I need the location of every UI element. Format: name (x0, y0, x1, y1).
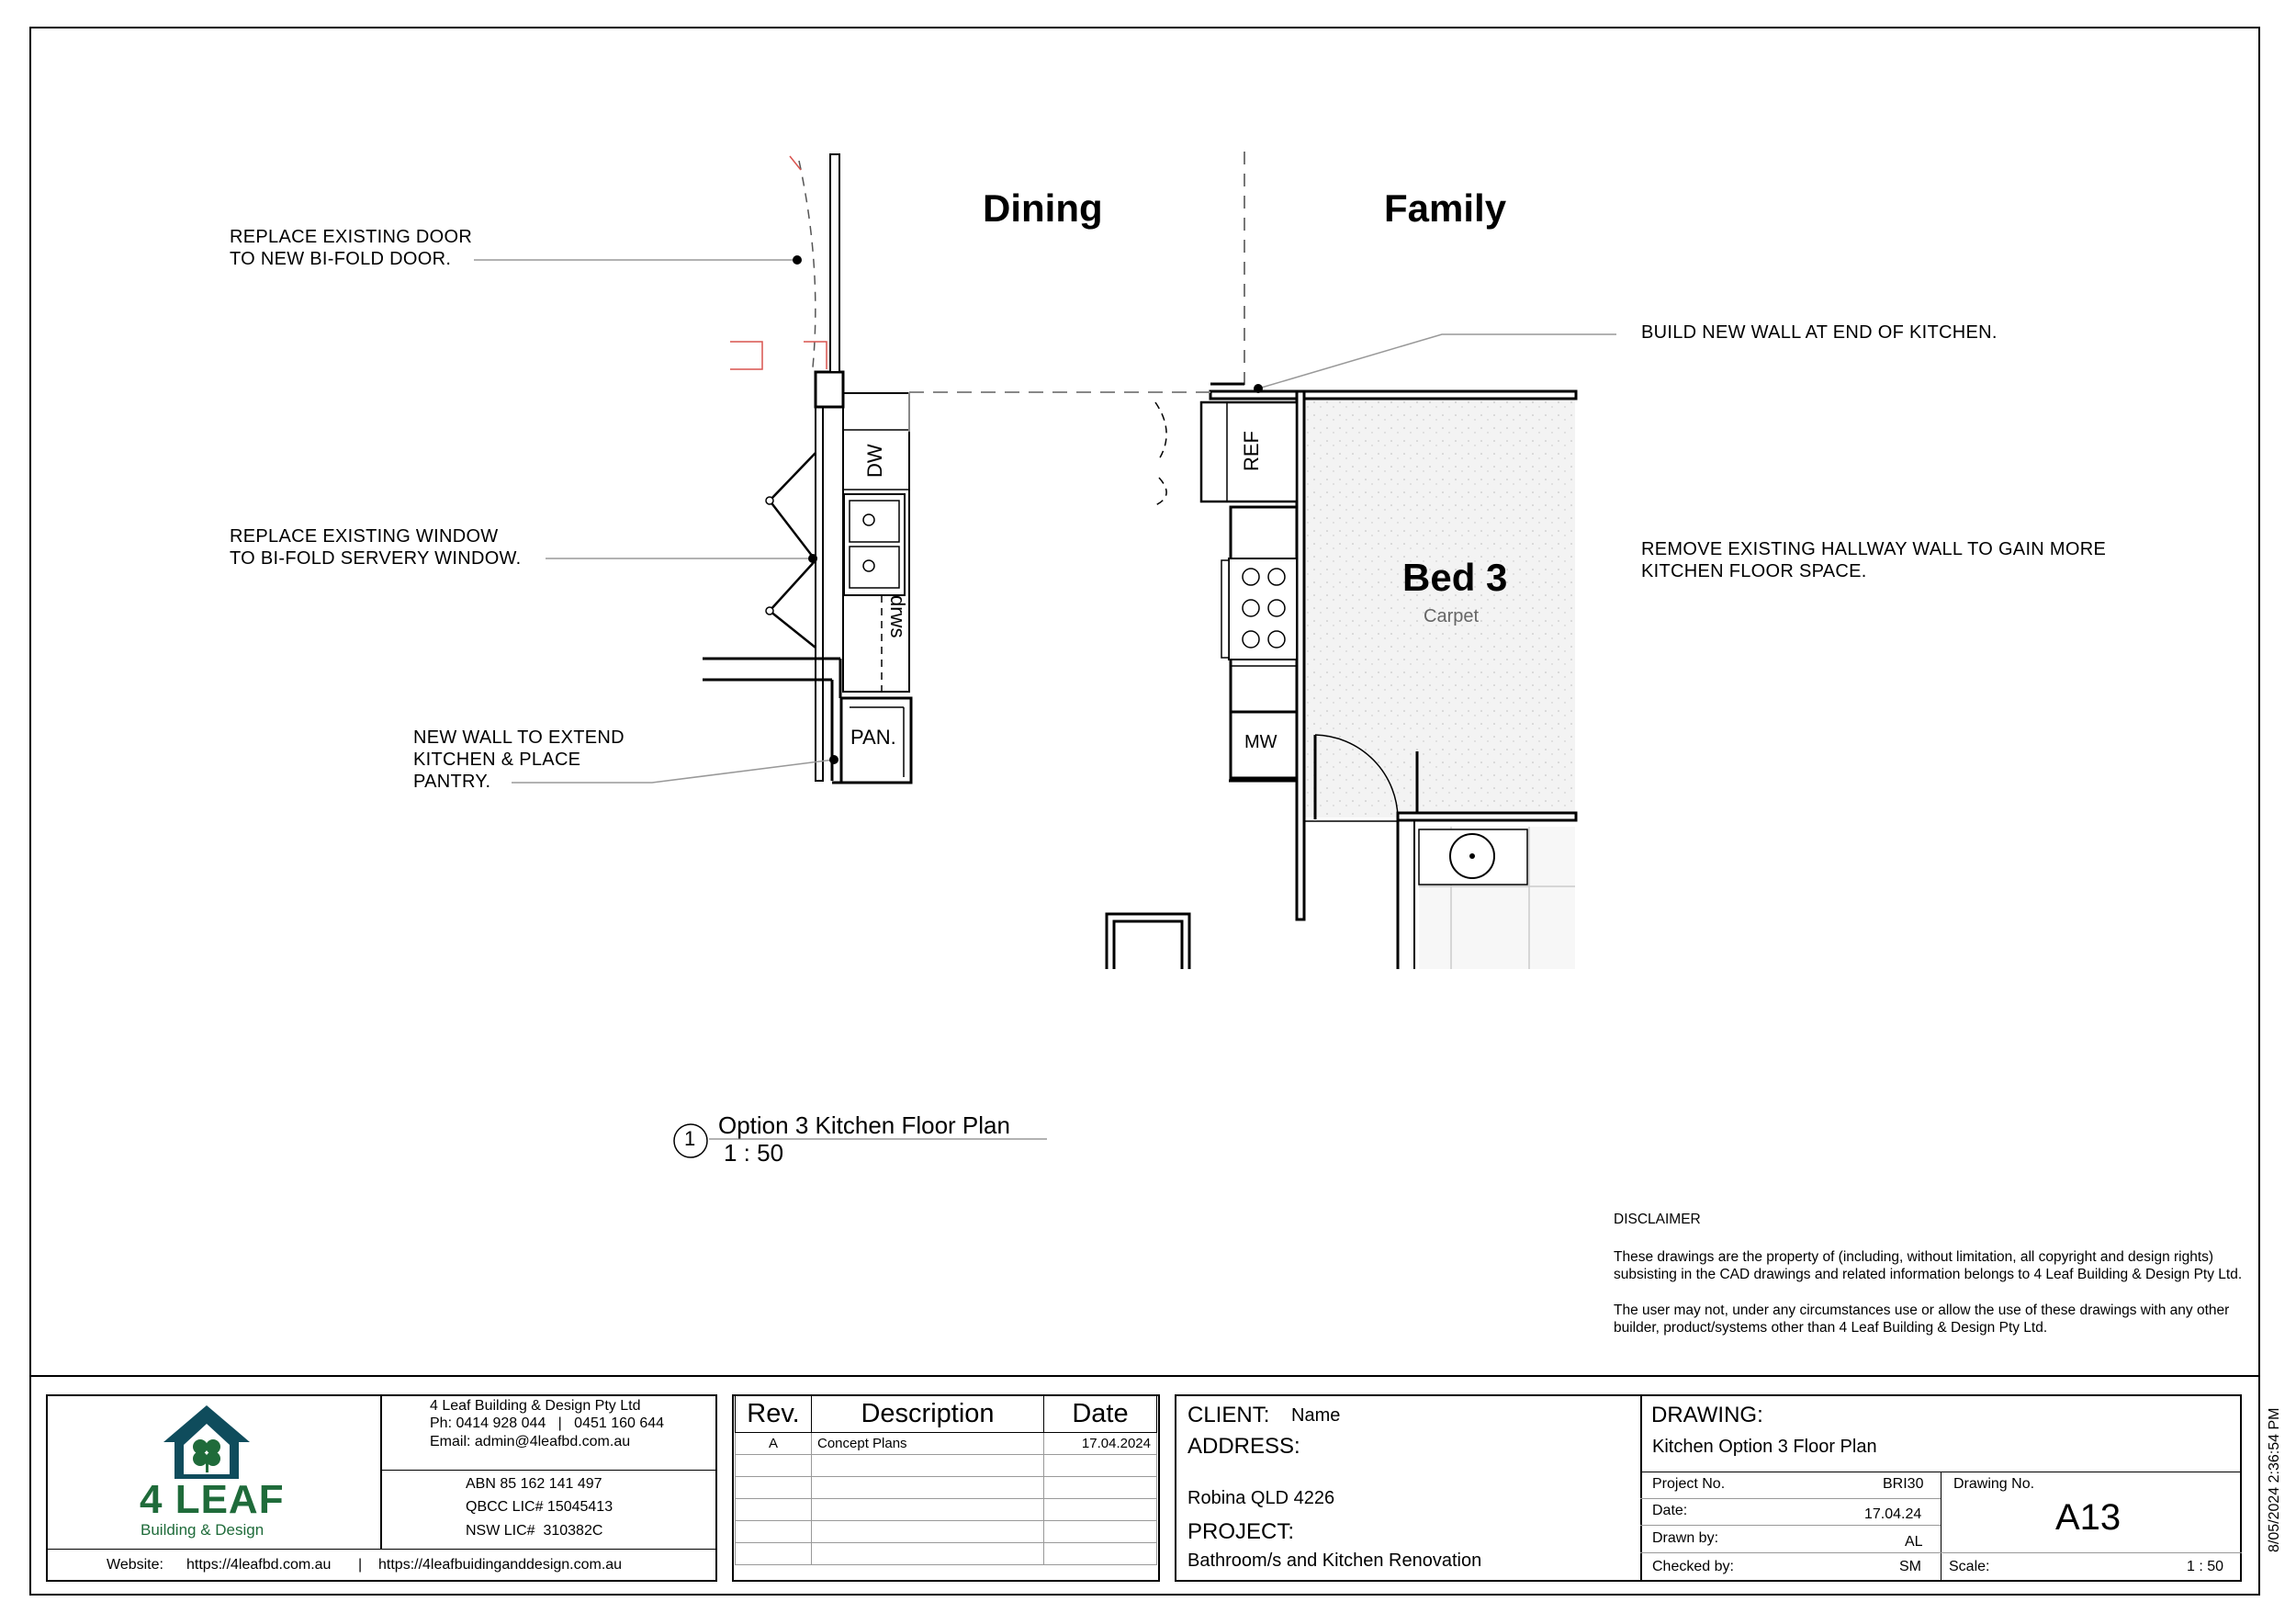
drawn-by-label: Drawn by: (1652, 1530, 1719, 1546)
website-link-1[interactable]: https://4leafbd.com.au (186, 1557, 332, 1573)
project-divider-v (1640, 1394, 1642, 1582)
room-label-family: Family (1384, 186, 1507, 230)
room-label-bed3: Bed 3 (1402, 556, 1508, 599)
scale-value: 1 : 50 (2187, 1559, 2224, 1574)
view-scale: 1 : 50 (724, 1139, 784, 1167)
room-label-dining: Dining (983, 186, 1103, 230)
fixture-label-drws: drws (886, 595, 909, 638)
revision-date: 17.04.2024 (1044, 1433, 1157, 1455)
note-new-wall-pantry: NEW WALL TO EXTEND KITCHEN & PLACE PANTRY. (413, 727, 625, 792)
company-divider-h2 (46, 1549, 717, 1550)
revision-row-empty (736, 1499, 1157, 1521)
company-divider-h1 (380, 1470, 717, 1471)
website-link-2[interactable]: https://4leafbuidinganddesign.com.au (378, 1557, 623, 1573)
view-number: 1 (684, 1127, 696, 1150)
revision-row-empty (736, 1543, 1157, 1565)
drawing-row-line (1640, 1525, 1941, 1526)
website-separator: | (358, 1557, 363, 1573)
company-logo-icon (156, 1401, 257, 1488)
disclaimer (1614, 1211, 2247, 1355)
revision-row-empty (736, 1477, 1157, 1499)
address-label: ADDRESS: (1187, 1434, 1300, 1459)
company-name: 4 Leaf Building & Design Pty Ltd (430, 1398, 641, 1414)
company-logo-text: 4 LEAF (140, 1477, 285, 1522)
revision-row (736, 1433, 1157, 1455)
scale-label: Scale: (1949, 1559, 1990, 1574)
wall-bottom-segment (1107, 914, 1189, 969)
view-title: Option 3 Kitchen Floor Plan (718, 1111, 1010, 1139)
drawn-by-value: AL (1905, 1534, 1923, 1550)
bifold-door (830, 154, 839, 372)
wall-kitchen-left (816, 395, 823, 781)
company-logo-subtext: Building & Design (141, 1521, 264, 1539)
note-bifold-door: REPLACE EXISTING DOOR TO NEW BI-FOLD DOOR. (230, 227, 473, 269)
project-value: Bathroom/s and Kitchen Renovation (1187, 1551, 1482, 1571)
wall-bed3-top (1210, 391, 1576, 399)
date-value: 17.04.24 (1864, 1506, 1922, 1522)
drawing-no-label: Drawing No. (1953, 1476, 2035, 1492)
project-label: PROJECT: (1187, 1519, 1295, 1544)
disclaimer-heading: DISCLAIMER (1614, 1212, 1701, 1227)
company-phone: Ph: 0414 928 044 | 0451 160 644 (430, 1415, 665, 1431)
date-label: Date: (1652, 1503, 1688, 1518)
website-label: Website: (107, 1557, 163, 1573)
rev-header-date: Date (1044, 1395, 1157, 1433)
revisions-table (735, 1394, 1157, 1565)
disclaimer-paragraph-1: These drawings are the property of (including, without limitation, all copyright and design rights) subsisting in the CAD drawings and related information belongs to 4 Leaf Building & Design Pty Ltd. (1614, 1248, 2243, 1282)
note-build-new-wall: BUILD NEW WALL AT END OF KITCHEN. (1641, 322, 1998, 343)
client-label: CLIENT: (1187, 1403, 1270, 1427)
revision-row-empty (736, 1521, 1157, 1543)
note-remove-wall: REMOVE EXISTING HALLWAY WALL TO GAIN MORE KITCHEN FLOOR SPACE. (1641, 539, 2107, 581)
company-nsw: NSW LIC# 310382C (466, 1523, 603, 1539)
drawing-row-line (1640, 1498, 1941, 1499)
drawing-title: Kitchen Option 3 Floor Plan (1652, 1437, 1877, 1457)
project-no-label: Project No. (1652, 1476, 1726, 1492)
project-no-value: BRI30 (1883, 1476, 1924, 1492)
client-value: Name (1291, 1405, 1341, 1426)
drawing-row-line (1640, 1552, 2242, 1553)
company-qbcc: QBCC LIC# 15045413 (466, 1499, 613, 1515)
fixture-label-pantry: PAN. (850, 726, 896, 749)
fixture-label-dw: DW (863, 444, 886, 478)
cooktop (1229, 558, 1297, 660)
print-timestamp: 8/05/2024 2:36:54 PM (2267, 1407, 2282, 1552)
disclaimer-paragraph-2: The user may not, under any circumstances use or allow the use of these drawings with any other builder, product/systems other than 4 Leaf Building & Design Pty Ltd. (1614, 1302, 2230, 1336)
revision-rev: A (736, 1433, 812, 1455)
checked-by-label: Checked by: (1652, 1559, 1734, 1574)
company-abn: ABN 85 162 141 497 (466, 1476, 602, 1492)
drawing-no-value: A13 (2055, 1497, 2122, 1538)
note-bifold-window: REPLACE EXISTING WINDOW TO BI-FOLD SERVERY WINDOW. (230, 526, 522, 569)
rev-header-rev: Rev. (736, 1395, 812, 1433)
revision-row-empty (736, 1455, 1157, 1477)
fixture-label-ref: REF (1240, 431, 1263, 471)
drawing-label: DRAWING: (1651, 1403, 1763, 1427)
address-value: Robina QLD 4226 (1187, 1488, 1335, 1508)
room-floor-bed3: Carpet (1424, 606, 1480, 626)
bifold-window (770, 453, 816, 648)
rev-header-description: Description (812, 1395, 1044, 1433)
revision-description: Concept Plans (812, 1433, 1044, 1455)
company-email: Email: admin@4leafbd.com.au (430, 1434, 631, 1449)
checked-by-value: SM (1899, 1559, 1921, 1574)
wall-bed3-bottom (1398, 813, 1576, 820)
company-divider-v (380, 1394, 382, 1549)
fixture-label-mw: MW (1244, 732, 1277, 752)
